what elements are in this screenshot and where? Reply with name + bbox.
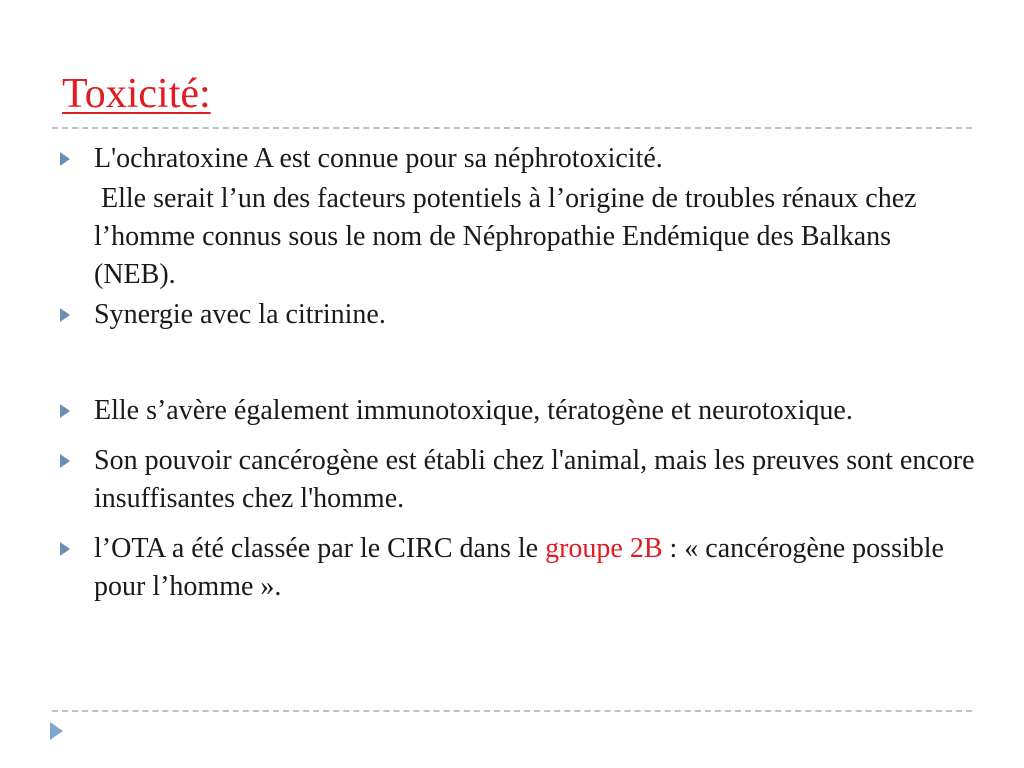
paragraph-text: Elle serait l’un des facteurs potentiels à l’origine de troubles rénaux chez l’homme connus sous le nom de Néphropathie Endémique des Balkans (NEB). [94,183,924,290]
bullet-item [58,392,978,430]
slide-content [58,140,978,606]
triangle-bullet-icon [60,404,70,418]
bullet-text-start: l’OTA a été classée par le CIRC dans le [94,533,546,564]
triangle-bullet-icon [60,152,70,166]
bullet-text: Synergie avec la citrinine. [94,299,386,330]
slide-title: Toxicité: [62,71,211,117]
bullet-text: Elle s’avère également immunotoxique, tératogène et neurotoxique. [94,395,853,426]
bullet-text: Son pouvoir cancérogène est établi chez l'animal, mais les preuves sont encore insuffisantes chez l'homme. [94,445,975,514]
triangle-bullet-icon [60,308,70,322]
highlight-text: groupe 2B [545,533,663,564]
bottom-divider [52,710,972,712]
triangle-bullet-icon [60,542,70,556]
top-divider [52,127,972,129]
spacer [58,334,978,380]
nav-arrow-icon [50,722,63,740]
triangle-bullet-icon [60,454,70,468]
paragraph [58,180,978,294]
bullet-text: L'ochratoxine A est connue pour sa néphrotoxicité. [94,143,663,174]
bullet-item [58,530,978,606]
bullet-item [58,442,978,518]
bullet-item [58,296,978,334]
bullet-item [58,140,978,178]
bullet-text-end: : « cancérogène possible pour l’homme ». [94,533,944,602]
